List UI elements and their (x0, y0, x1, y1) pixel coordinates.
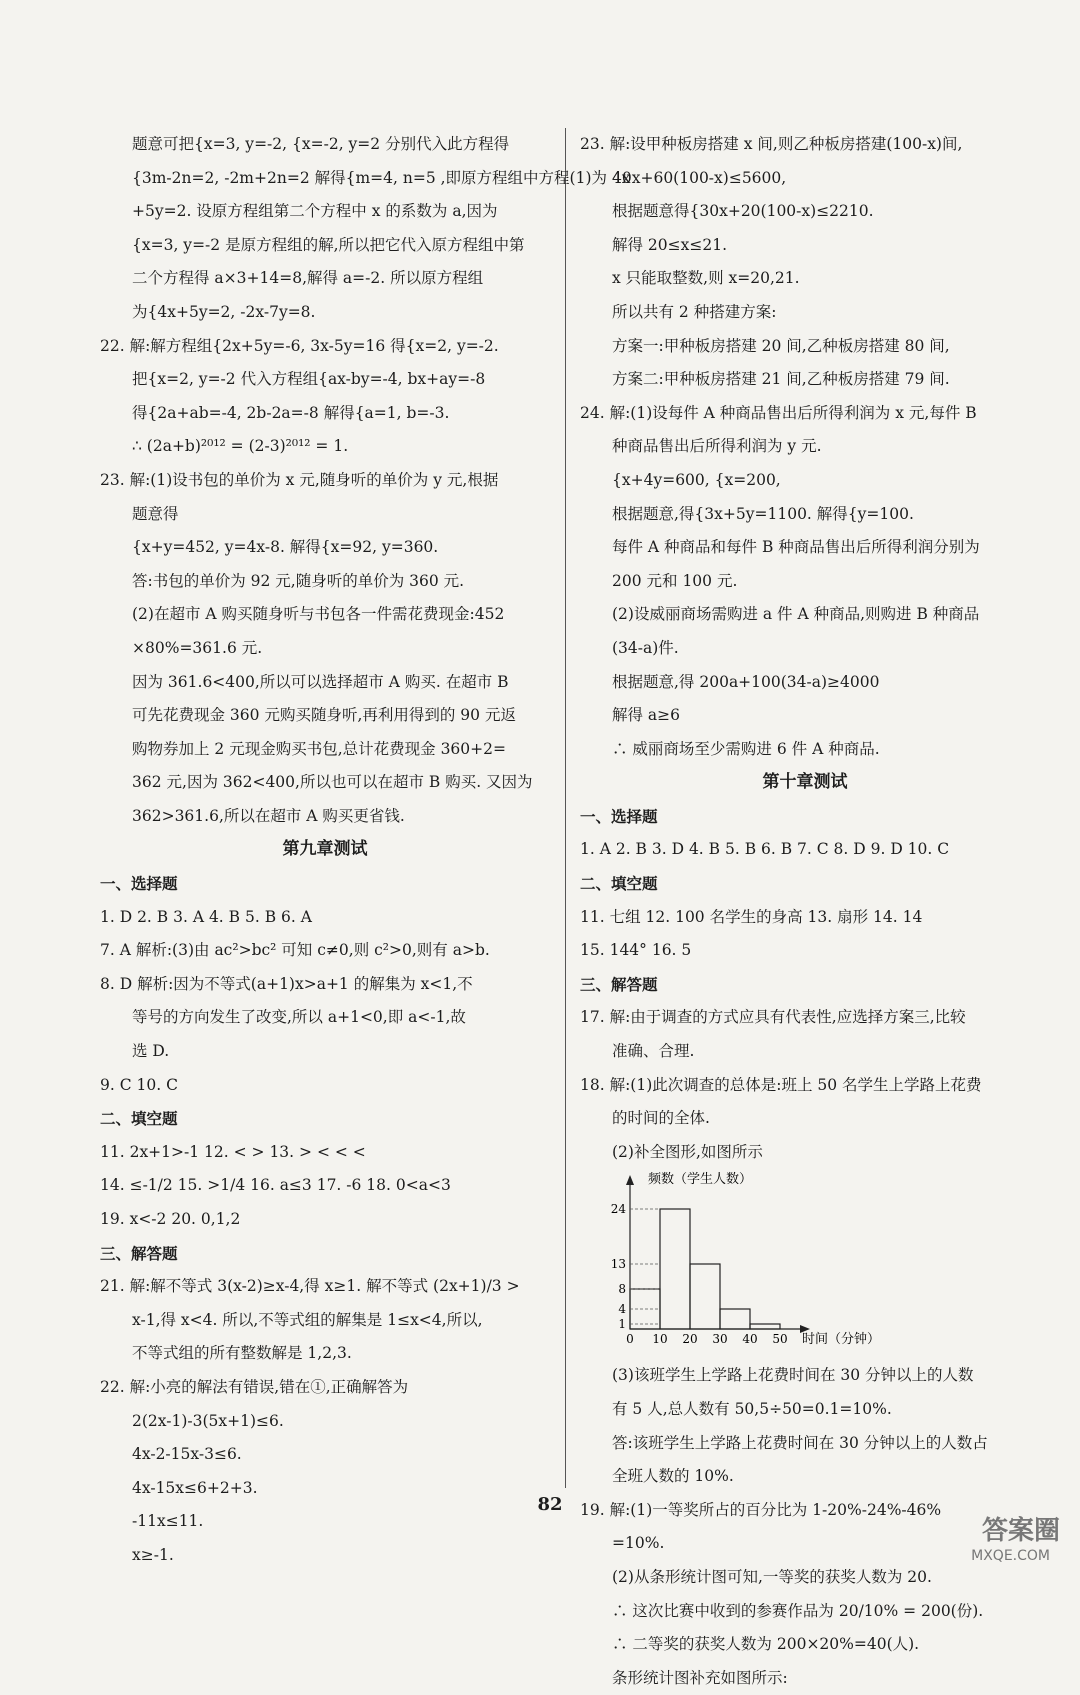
right-top-line: 二、填空题 (580, 874, 658, 894)
left-line: 4x-2-15x-3≤6. (132, 1445, 242, 1464)
y-axis-label: 频数（学生人数） (648, 1172, 753, 1188)
right-top-line: 一、选择题 (580, 806, 658, 826)
x-axis-label: 时间（分钟） (802, 1332, 881, 1348)
right-top-line: 每件 A 种商品和每件 B 种商品售出后所得利润分别为 (612, 538, 980, 557)
left-column (100, 128, 631, 1573)
x-tick-label: 40 (742, 1332, 758, 1347)
page-footer (0, 1488, 1080, 1528)
x-tick-label: 20 (682, 1332, 698, 1347)
left-line: +5y=2. 设原方程组第二个方程中 x 的系数为 a,因为 (132, 202, 498, 221)
left-line: 2(2x-1)-3(5x+1)≤6. (132, 1411, 284, 1430)
left-line: 8. D 解析:因为不等式(a+1)x>a+1 的解集为 x<1,不 (100, 974, 473, 993)
y-tick-label: 4 (618, 1302, 626, 1317)
right-top-line: (2)设威丽商场需购进 a 件 A 种商品,则购进 B 种商品 (612, 605, 980, 624)
left-line: (2)在超市 A 购买随身听与书包各一件需花费现金:452 (132, 605, 505, 624)
right-bottom-line: (2)从条形统计图可知,一等奖的获奖人数为 20. (612, 1567, 932, 1586)
left-line: 不等式组的所有整数解是 1,2,3. (132, 1344, 352, 1363)
left-line: 11. 2x+1>-1 12. < > 13. > < < < (100, 1142, 366, 1161)
y-tick-label: 13 (610, 1257, 626, 1272)
right-top-line: 解得 a≥6 (612, 706, 681, 725)
left-line: 4x-15x≤6+2+3. (132, 1478, 258, 1497)
left-line: ×80%=361.6 元. (132, 638, 263, 657)
right-bottom-line: =10%. (612, 1534, 665, 1553)
left-line: 得{2a+ab=-4, 2b-2a=-8 解得{a=1, b=-3. (132, 403, 450, 422)
left-line: {x+y=452, y=4x-8. 解得{x=92, y=360. (132, 538, 439, 557)
right-top-line: ∴ 威丽商场至少需购进 6 件 A 种商品. (612, 739, 880, 758)
right-top-block (580, 128, 1030, 1169)
right-bottom-line: ∴ 这次比赛中收到的参赛作品为 20/10% = 200(份). (612, 1601, 984, 1620)
left-line: 二个方程得 a×3+14=8,解得 a=-2. 所以原方程组 (132, 269, 484, 288)
right-bottom-line: 条形统计图补充如图所示: (612, 1668, 788, 1687)
left-line: 362>361.6,所以在超市 A 购买更省钱. (132, 806, 405, 825)
right-top-line: 准确、合理. (612, 1042, 695, 1061)
left-line: 三、解答题 (100, 1243, 178, 1263)
left-line: 把{x=2, y=-2 代入方程组{ax-by=-4, bx+ay=-8 (132, 370, 486, 389)
right-top-line: 18. 解:(1)此次调查的总体是:班上 50 名学生上学路上花费 (580, 1075, 982, 1094)
left-line: 第九章测试 (282, 839, 368, 860)
x-tick-label: 10 (652, 1332, 668, 1347)
right-bottom-line: (3)该班学生上学路上花费时间在 30 分钟以上的人数 (612, 1366, 974, 1385)
right-top-line: 种商品售出后所得利润为 y 元. (612, 437, 822, 456)
right-top-line: 根据题意,得 200a+100(34-a)≥4000 (612, 672, 880, 691)
watermark-logo: 答案圈 (981, 1516, 1060, 1546)
column-divider (565, 128, 566, 1488)
left-line: 二、填空题 (100, 1109, 178, 1129)
left-line: 题意可把{x=3, y=-2, {x=-2, y=2 分别代入此方程得 (132, 135, 510, 153)
right-top-line: {x+4y=600, {x=200, (612, 470, 781, 489)
right-bottom-line: 有 5 人,总人数有 50,5÷50=0.1=10%. (612, 1400, 892, 1418)
left-line: ∴ (2a+b)²⁰¹² = (2-3)²⁰¹² = 1. (132, 437, 349, 456)
right-top-line: 方案二:甲种板房搭建 21 间,乙种板房搭建 79 间. (612, 370, 950, 389)
left-line: x-1,得 x<4. 所以,不等式组的解集是 1≤x<4,所以, (132, 1310, 483, 1329)
left-line: 23. 解:(1)设书包的单价为 x 元,随身听的单价为 y 元,根据 (100, 470, 499, 489)
x-tick-label: 0 (626, 1332, 634, 1347)
left-line: 一、选择题 (100, 874, 178, 894)
histogram-bar (690, 1264, 720, 1329)
right-bottom-line: ∴ 二等奖的获奖人数为 200×20%=40(人). (612, 1635, 920, 1654)
right-top-line: 所以共有 2 种搭建方案: (612, 302, 777, 321)
left-line: -11x≤11. (132, 1512, 204, 1531)
right-top-line: 解得 20≤x≤21. (612, 235, 728, 254)
right-bottom-line: 19. 解:(1)一等奖所占的百分比为 1-20%-24%-46% (580, 1500, 942, 1519)
right-top-line: (34-a)件. (612, 638, 679, 657)
left-line: 21. 解:解不等式 3(x-2)≥x-4,得 x≥1. 解不等式 (2x+1)/3 > (100, 1277, 520, 1296)
right-top-line: 的时间的全体. (612, 1109, 710, 1128)
left-line: 选 D. (132, 1042, 170, 1061)
left-line: x≥-1. (132, 1545, 174, 1564)
right-top-line: 11. 七组 12. 100 名学生的身高 13. 扇形 14. 14 (580, 907, 923, 926)
right-top-line: 三、解答题 (580, 974, 658, 994)
y-tick-label: 24 (610, 1202, 626, 1217)
histogram-bar (750, 1324, 780, 1329)
left-line: 题意得 (132, 504, 179, 523)
watermark-url: MXQE.COM (971, 1548, 1050, 1564)
y-axis-arrow (626, 1175, 634, 1185)
left-line: 7. A 解析:(3)由 ac²>bc² 可知 c≠0,则 c²>0,则有 a>b. (100, 941, 490, 960)
left-line: 为{4x+5y=2, -2x-7y=8. (132, 302, 316, 321)
right-top-line: 根据题意得{30x+20(100-x)≤2210. (612, 202, 874, 221)
left-line: 购物券加上 2 元现金购买书包,总计花费现金 360+2= (132, 739, 506, 758)
histogram-bar (660, 1209, 690, 1329)
left-line: 14. ≤-1/2 15. >1/4 16. a≤3 17. -6 18. 0<a<3 (100, 1176, 451, 1195)
right-top-line: (2)补全图形,如图所示 (612, 1142, 763, 1161)
page-number: 82 (537, 1494, 563, 1515)
left-line: 1. D 2. B 3. A 4. B 5. B 6. A (100, 907, 312, 926)
histogram-chart (590, 1169, 1030, 1359)
right-top-line: 1. A 2. B 3. D 4. B 5. B 6. B 7. C 8. D 9. D 10. C (580, 840, 950, 859)
x-tick-label: 30 (712, 1332, 728, 1347)
left-line: 等号的方向发生了改变,所以 a+1<0,即 a<-1,故 (132, 1008, 466, 1027)
right-top-line: 方案一:甲种板房搭建 20 间,乙种板房搭建 80 间, (612, 336, 950, 355)
y-tick-label: 8 (618, 1282, 626, 1297)
right-top-line: 17. 解:由于调查的方式应具有代表性,应选择方案三,比较 (580, 1008, 966, 1027)
right-top-line: 根据题意,得{3x+5y=1100. 解得{y=100. (612, 504, 914, 523)
right-top-line: 200 元和 100 元. (612, 571, 738, 590)
x-tick-label: 50 (772, 1332, 788, 1347)
right-top-line: 24. 解:(1)设每件 A 种商品售出后所得利润为 x 元,每件 B (580, 403, 977, 422)
left-line: 22. 解:小亮的解法有错误,错在①,正确解答为 (100, 1377, 409, 1396)
right-bottom-line: 答:该班学生上学路上花费时间在 30 分钟以上的人数占 (612, 1433, 988, 1452)
right-top-line: x 只能取整数,则 x=20,21. (612, 269, 800, 288)
left-line: {x=3, y=-2 是原方程组的解,所以把它代入原方程组中第 (132, 235, 525, 254)
right-top-line: 15. 144° 16. 5 (580, 941, 692, 960)
right-top-line: 40x+60(100-x)≤5600, (612, 168, 787, 187)
left-line: 19. x<-2 20. 0,1,2 (100, 1210, 241, 1228)
left-line: 9. C 10. C (100, 1075, 178, 1094)
right-column (580, 128, 1030, 1695)
left-line: 22. 解:解方程组{2x+5y=-6, 3x-5y=16 得{x=2, y=-2. (100, 336, 499, 355)
histogram-svg (590, 1169, 890, 1359)
histogram-bar (720, 1309, 750, 1329)
y-tick-label: 1 (618, 1317, 626, 1332)
right-top-line: 第十章测试 (762, 772, 848, 793)
left-line: {3m-2n=2, -2m+2n=2 解得{m=4, n=5 ,即原方程组中方程(1)为 4x (132, 168, 631, 187)
left-line: 362 元,因为 362<400,所以也可以在超市 B 购买. 又因为 (132, 773, 533, 792)
left-line: 答:书包的单价为 92 元,随身听的单价为 360 元. (132, 571, 465, 590)
right-top-line: 23. 解:设甲种板房搭建 x 间,则乙种板房搭建(100-x)间, (580, 135, 963, 153)
left-line: 因为 361.6<400,所以可以选择超市 A 购买. 在超市 B (132, 672, 509, 691)
left-line: 可先花费现金 360 元购买随身听,再利用得到的 90 元返 (132, 706, 516, 725)
right-bottom-line: 全班人数的 10%. (612, 1467, 734, 1486)
